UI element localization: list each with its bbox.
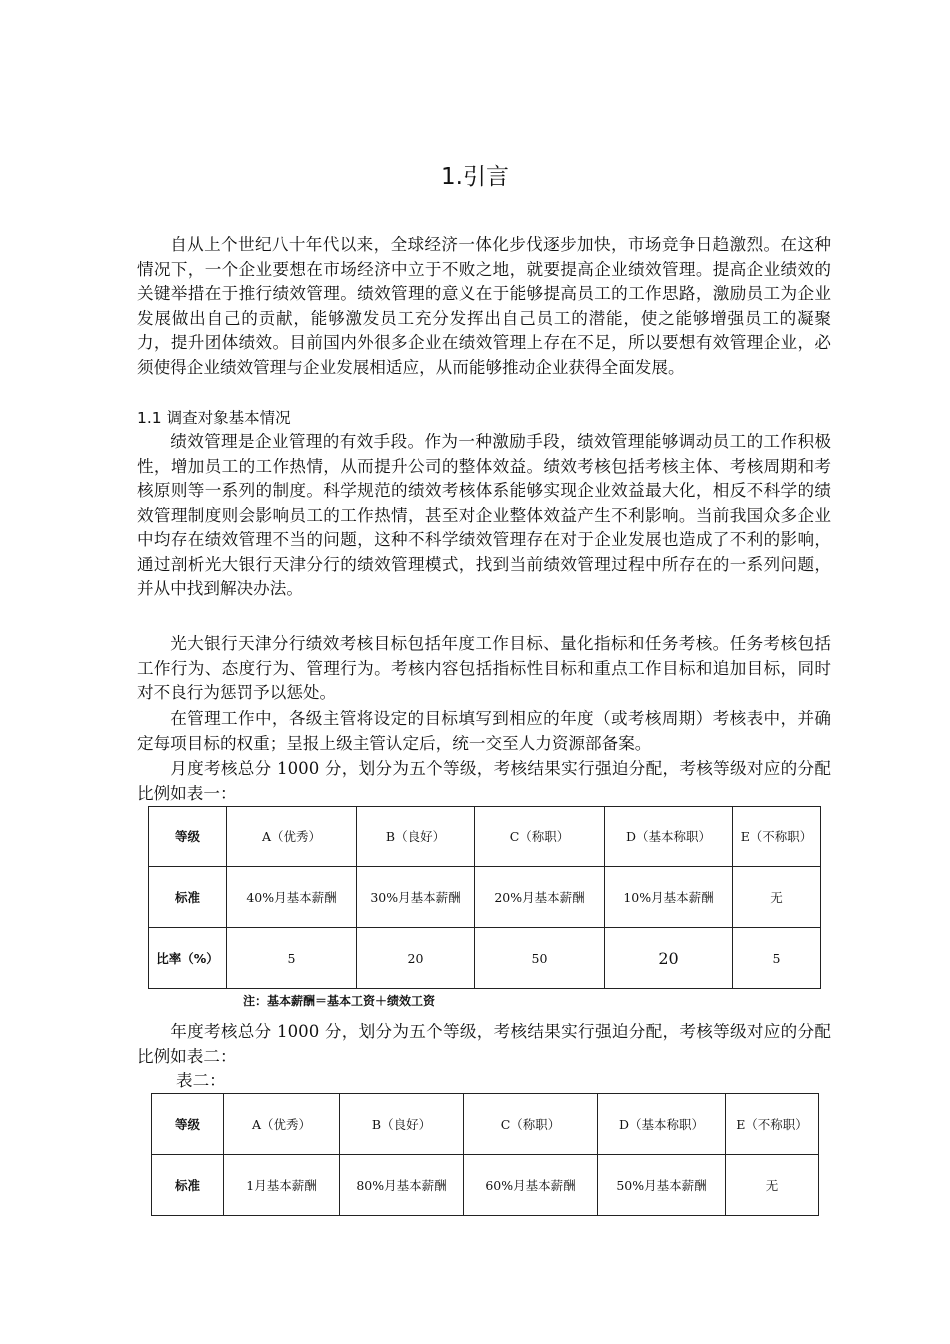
paragraph-4: 月度考核总分 1000 分，划分为五个等级，考核结果实行强迫分配，考核等级对应的分配比例如表一： bbox=[137, 759, 831, 803]
table1-note: 注：基本薪酬＝基本工资＋绩效工资 bbox=[243, 994, 436, 1008]
table1-ratio-cell: 20 bbox=[357, 928, 475, 989]
table1-grade-cell: E（不称职） bbox=[733, 807, 821, 867]
paragraph-2: 光大银行天津分行绩效考核目标包括年度工作目标、量化指标和任务考核。任务考核包括工作行为、态度行为、管理行为。考核内容包括指标性目标和重点工作目标和追加目标，同时对不良行为惩罚予以惩处。 bbox=[137, 634, 831, 702]
table2-row-header: 等级 bbox=[152, 1094, 224, 1155]
table2-grade-cell: B（良好） bbox=[340, 1094, 464, 1155]
table2-row-header: 标准 bbox=[152, 1155, 224, 1216]
table2-grade-row bbox=[152, 1094, 819, 1155]
table1-grade-cell: C（称职） bbox=[475, 807, 605, 867]
table1-grade-cell: A（优秀） bbox=[227, 807, 357, 867]
table1-standard-cell: 10%月基本薪酬 bbox=[605, 867, 733, 928]
table1-ratio-cell: 50 bbox=[475, 928, 605, 989]
table2-grade-cell: A（优秀） bbox=[224, 1094, 340, 1155]
table1-ratio-row bbox=[149, 928, 821, 989]
table2-standard-cell: 60%月基本薪酬 bbox=[464, 1155, 598, 1216]
section-heading: 1.1 调查对象基本情况 bbox=[137, 409, 291, 427]
table1-standard-cell: 20%月基本薪酬 bbox=[475, 867, 605, 928]
table1-ratio-cell: 5 bbox=[733, 928, 821, 989]
page-title: 1.引言 bbox=[441, 164, 509, 190]
table2-standard-row bbox=[152, 1155, 819, 1216]
paragraph-3: 在管理工作中，各级主管将设定的目标填写到相应的年度（或考核周期）考核表中，并确定每项目标的权重；呈报上级主管认定后，统一交至人力资源部备案。 bbox=[137, 709, 831, 753]
table2-grade-cell: E（不称职） bbox=[726, 1094, 819, 1155]
table2-caption: 表二： bbox=[176, 1071, 226, 1090]
grade-table-2 bbox=[151, 1093, 819, 1216]
table1-standard-row bbox=[149, 867, 821, 928]
table1-ratio-cell: 20 bbox=[605, 928, 733, 989]
table2-grade-cell: D（基本称职） bbox=[598, 1094, 726, 1155]
table1-grade-cell: B（良好） bbox=[357, 807, 475, 867]
table2-standard-cell: 50%月基本薪酬 bbox=[598, 1155, 726, 1216]
table1-row-header: 标准 bbox=[149, 867, 227, 928]
paragraph-5: 年度考核总分 1000 分，划分为五个等级，考核结果实行强迫分配，考核等级对应的分配比例如表二： bbox=[137, 1022, 831, 1066]
table1-row-header: 比率（%） bbox=[149, 928, 227, 989]
table1-row-header: 等级 bbox=[149, 807, 227, 867]
paragraph-1: 绩效管理是企业管理的有效手段。作为一种激励手段，绩效管理能够调动员工的工作积极性，增加员工的工作热情，从而提升公司的整体效益。绩效考核包括考核主体、考核周期和考核原则等一系列的制度。科学规范的绩效考核体系能够实现企业效益最大化，相反不科学的绩效管理制度则会影响员工的工作热情，甚至对企业整体效益产生不利影响。当前我国众多企业中均存在绩效管理不当的问题，这种不科学绩效管理存在对于企业发展也造成了不利的影响，通过剖析光大银行天津分行的绩效管理模式，找到当前绩效管理过程中所存在的一系列问题，并从中找到解决办法。 bbox=[137, 432, 831, 598]
table2-standard-cell: 1月基本薪酬 bbox=[224, 1155, 340, 1216]
table1-ratio-cell: 5 bbox=[227, 928, 357, 989]
table1-grade-cell: D（基本称职） bbox=[605, 807, 733, 867]
table1-standard-cell: 无 bbox=[733, 867, 821, 928]
table2-grade-cell: C（称职） bbox=[464, 1094, 598, 1155]
intro-paragraph: 自从上个世纪八十年代以来，全球经济一体化步伐逐步加快，市场竞争日趋激烈。在这种情况下，一个企业要想在市场经济中立于不败之地，就要提高企业绩效管理。提高企业绩效的关键举措在于推行绩效管理。绩效管理的意义在于能够提高员工的工作思路，激励员工为企业发展做出自己的贡献，能够激发员工充分发挥出自己员工的潜能，使之能够增强员工的凝聚力，提升团体绩效。目前国内外很多企业在绩效管理上存在不足，所以要想有效管理企业，必须使得企业绩效管理与企业发展相适应，从而能够推动企业获得全面发展。 bbox=[137, 235, 831, 377]
grade-table-1 bbox=[148, 806, 821, 989]
table1-standard-cell: 40%月基本薪酬 bbox=[227, 867, 357, 928]
table2-standard-cell: 无 bbox=[726, 1155, 819, 1216]
table2-standard-cell: 80%月基本薪酬 bbox=[340, 1155, 464, 1216]
table1-standard-cell: 30%月基本薪酬 bbox=[357, 867, 475, 928]
table1-grade-row bbox=[149, 807, 821, 867]
